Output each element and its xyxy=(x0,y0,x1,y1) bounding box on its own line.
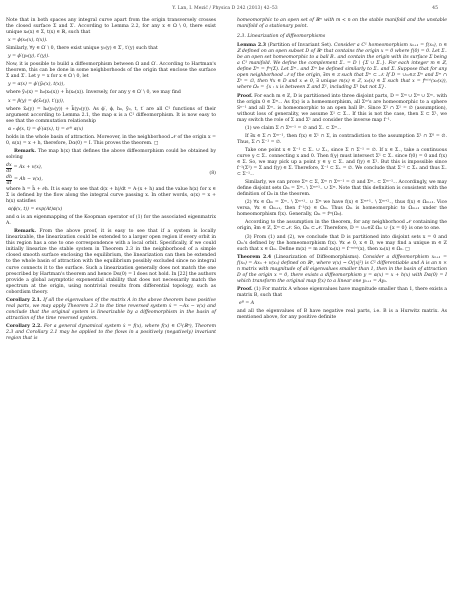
header-citation: Y. Lan, I. Mezić / Physica D 242 (2013) 42–53 xyxy=(172,6,278,11)
proof-step: (3) From (1) and (2), we conclude that D is partitioned into disjoint sets x = 0 and Ωₘ's defined by the homeomorphism f(x). ∀x ≠ 0, x ∈ D, we may find a unique m ∈ ℤ such that x ∈ Ωₘ. Define m(x) = m and x₀(x) = f⁻ᵐ⁽ˣ⁾(x), then x₀(x) ∈ Ω₀. □ xyxy=(237,234,447,252)
paragraph: homeomorphic to an open set of ℝᵐ with m < n on the stable manifold and the unstable manifold of a stationary point. xyxy=(237,18,447,30)
paragraph: where x̃₀(y) = h₀(y₀(y)) + k̃(y₀(y)). As ϕ′, ϕ, h₀, ỹ₀, t, t′ are all C¹ functions of their argument according to Lemma 2.1, the map α is a C¹ diffeomorphism. It is now easy to see that the commutation relationship xyxy=(6,106,216,124)
equation: α(ϕ(x, t)) = exp(At)α(x) xyxy=(8,207,63,213)
corollary-2-2 xyxy=(6,324,216,342)
ode2-denominator: dt xyxy=(6,180,12,186)
lemma-title: (Partition of Invariant Set). xyxy=(267,43,333,49)
lemma-text: Consider a C¹ homeomorphism xₙ₊₁ = f(xₙ), n ∈ ℤ defined on an open subset D of ℝⁿ that contains the origin x = 0 where f(0) = 0. Let Σ₋ be an open set homeomorphic to a ball B₋ and contain the origin with its surface Σ being a C¹ manifold. We define the complement Σ₋ = D \ {Σ ∪ Σ₋}. For each integer m ∈ ℤ, define Σᵐ = fᵐ(Σ). Let Σᵐ₋ and Σᵐ be defined similarly to Σ₋ and Σ. Suppose that for any open neighborhood 𝒩 of the origin, ∃m ∈ ℤ such that Σᵐ ⊂ 𝒩. If D = ∪ₘ∈ℤ Σᵐ and Σᵐ ∩ Σˢ = ∅, then ∀x ∈ D and x ≠ 0, ∃ unique m(x) ∈ ℤ, x₀(x) ∈ Σ such that x = fᵐ⁽ˣ⁾(x₀(x)), where Ω₀ = {x : x is between Σ and Σ¹, including Σ¹ but not Σ}. xyxy=(237,43,448,91)
proof-step: Take one point x ∈ Σ⁻¹ ⊂ Σ₋ ∪ Σ₊, since Σ ∩ Σ⁻¹ = ∅. If x ∈ Σ₋, take a continuous curve γ ⊂ Σ₋ connecting x and 0. Then f(γ) must intersect Σ¹ ⊂ Σ₋ since f(0) = 0 and f(x) ∈ Σ. So, we may pick up a point y ∈ γ ⊂ Σ₋ and f(y) ∈ Σ¹. But this is impossible since f⁻¹(Σ¹) = Σ and f(y) ∈ Σ. Therefore, Σ⁻¹ ⊂ Σ₊ = ∅. We conclude that Σ⁻¹ ⊂ Σ₊ and thus Σ₋ ⊂ Σ⁻¹₋. xyxy=(237,147,447,178)
running-header xyxy=(6,4,444,16)
proof-paragraph xyxy=(237,287,447,299)
corollary-text: If all the eigenvalues of the matrix A in the above theorem have positive real parts, we may apply Theorem 2.3 to the time reversed system ẋ = −Ax − v(x) and conclude that the original system is linearizable by a diffeomorphism in the basin of attraction of the time reversed system. xyxy=(6,297,217,321)
equation: x = ϕ(x₀(x), t(x)). xyxy=(8,38,48,44)
equation-number: (8) xyxy=(209,171,216,177)
proof-label: Proof. xyxy=(237,93,253,99)
theorem-title: (Linearization of Diffeomorphisms). xyxy=(273,254,360,260)
right-column xyxy=(237,18,447,323)
remark-text: From the above proof, it is easy to see that if a system is locally linearizable, the linearization could be extended to a larger open region if every orbit in this region has a one to one correspondence with a local orbit. Specifically, if we could initially linearize the stable system in Theorem 2.3 in the neighborhood of a simple closed smooth surface enclosing the equilibrium, the linearization can then be extended to the whole basin of attraction with the equilibrium possibly excluded since no integral curve connects it to the surface. Such a linearization generally does not match the one prescribed by Hartman's theorem and hence Dα(0) = I does not hold. In [22] the authors provide a global asymptotic exponential stability that does not necessarily match the spectrum at the origin, using nontrivial results from differential topology, such as cobordism theory. xyxy=(6,229,216,295)
paragraph: Now, it is possible to build a diffeomorphism between Ω and Ω′. According to Hartman's theorem, this can be done in some neighborhoods of the origin that enclose the surface Σ and Σ′. Let y = x for x ∈ Ω \ 0, let xyxy=(6,62,216,80)
equation: y = ϕ′(y₀(y), t′(y)). xyxy=(8,54,50,60)
proof-step: If ∃x ∈ Σ ∩ Σᵐ⁻¹, then f(x) ∈ Σ¹ ∩ Σ, in contradiction to the assumption Σ¹ ∩ Σ⁰ = ∅. Thus, Σ ∩ Σ⁻¹ = ∅. xyxy=(237,133,447,145)
proof-step: Similarly, we can prove Σᵐ ⊂ Σ, Σᵐ ∩ Σᵐ⁻¹ = ∅ and Σᵐ₋ ⊂ Σᵐ⁻¹₋. Accordingly, we may define disjoint sets Ωₘ = Σᵐ₋ \ Σᵐ⁺¹₋ ∪ Σᵐ. Note that this definition is consistent with the definition of Ω₀ in the theorem. xyxy=(237,180,447,198)
paragraph: and α is an eigenmapping of the Koopman operator of (1) for the associated eigenmatrix A. xyxy=(6,215,216,227)
proof-text: (1) For matrix A whose eigenvalues have magnitude smaller than 1, there exists a matrix B, such that xyxy=(237,286,447,298)
lemma-2-3 xyxy=(237,43,447,91)
paragraph: holds in the whole basin of attraction. Moreover, in the neighborhood 𝒩 of the origin x = 0, α(x) = x + h, therefore, Dα(0) = I. This proves the theorem. □ xyxy=(6,134,216,146)
remark-label: Remark. xyxy=(14,148,37,154)
corollary-label: Corollary 2.2. xyxy=(6,323,42,329)
theorem-text: Consider a diffeomorphism xₙ₊₁ = f(xₙ) = Axₙ + v(xₙ) defined on ℝⁿ, where v(x) ~ O(|x|²) is C² differentiable and A is an n × n matrix with magnitude of all eigenvalues smaller than 1, then in the basin of attraction D of the origin x = 0, there exists a diffeomorphism y = α(x) = x + h(x) with Dα(0) = I which transform the original map f(x) to a linear one yₙ₊₁ = Ayₙ. xyxy=(237,254,448,284)
equation: α ∘ ϕ(x, t) = ϕ′(α(x), t) = eᴬᵗ α(x) xyxy=(8,126,84,132)
equation: x = β(y) = ϕ(x̃₀(y), t′(y)), xyxy=(8,98,65,104)
paragraph: and all the eigenvalues of B have negative real parts, i.e. B is a Hurwitz matrix. As mentioned above, for any positive definite xyxy=(237,309,447,321)
corollary-2-1 xyxy=(6,298,216,322)
proof-label: Proof. xyxy=(237,286,253,292)
ode1-rhs: = Ax + v(x), xyxy=(13,165,43,171)
paragraph: Similarly, ∀y ∈ Ω′ \ 0, there exist unique y₀(y) ∈ Σ′, t′(y) such that xyxy=(6,46,158,52)
page-number: 45 xyxy=(432,6,438,11)
proof-paragraph xyxy=(237,94,447,124)
equation: eᴮ = A xyxy=(239,300,255,306)
lemma-label: Lemma 2.3 xyxy=(237,43,266,49)
equation-system-8 xyxy=(6,163,216,186)
theorem-2-4 xyxy=(237,255,447,285)
corollary-text: For a general dynamical system ẋ = f(x), where f(x) ∈ C²(ℝⁿ), Theorem 2.3 and Corollary 2.1 may be applied to the flows in a positively (negatively) invariant region that is xyxy=(6,323,216,342)
theorem-label: Theorem 2.4 xyxy=(237,254,272,260)
remark-paragraph xyxy=(6,149,216,161)
equation: y = α(x) = ϕ′(ỹ₀(x), t(x)), xyxy=(8,82,65,88)
remark-paragraph xyxy=(6,229,216,296)
paragraph: Note that in both spaces any integral curve apart from the origin transversely crosses the closed surface Σ and Σ′. According to Lemma 2.2, for any x ∈ Ω \ 0, there exist unique x₀(x) ∈ Σ, t(x) ∈ ℝ, such that xyxy=(6,18,216,36)
paragraph: where ỹ₀(x) = h₀(x₀(x)) + h̃(x₀(x)). Inversely, for any y ∈ Ω′ \ 0, we may find xyxy=(6,90,181,96)
ode1-numerator: dx xyxy=(6,162,12,168)
corollary-label: Corollary 2.1. xyxy=(6,297,42,303)
remark-text: The map h(x) that defines the above diffeomorphism could be obtained by solving xyxy=(6,148,216,160)
section-heading: 2.3. Linearization of diffeomorphisms xyxy=(237,34,326,40)
paragraph: where h = h̃ + ∂h. It is easy to see that d(x + h)/dt = A·(x + h) and the value h(x) for x ∈ Σ is defined by the flow along the integral curve passing x. In other words, α(x) = x + h(x) satisfies xyxy=(6,186,216,205)
proof-step: According to the assumption in the theorem, for any neighborhood 𝒩 containing the origin, ∃m ∈ ℤ, Σᵐ ⊂ 𝒩. So, Ωₘ ⊂ 𝒩. Therefore, D = ∪ₘ∈ℤ Ωₘ ∪ {x = 0} is one to one. xyxy=(237,220,447,232)
ode2-rhs: = Ah − v(x), xyxy=(13,177,43,183)
proof-text: For each m ∈ ℤ, D is partitioned into three disjoint parts, D = Σᵐ ∪ Σᵐ ∪ Σᵐ₋ with the origin 0 ∈ Σᵐ₋. As f(x) is a homeomorphism, all Σᵐ's are homeomorphic to a sphere Sⁿ⁻¹ and all Σᵐ₋ is homeomorphic to an open ball Bⁿ. Since Σ¹ ∩ Σ¹ = ∅ (assumption), without loss of generality, we assume Σ¹ ⊂ Σ₋. If this is not the case, then Σ ⊂ Σ¹, we may switch the role of Σ and Σ¹ and consider the inverse map f⁻¹. xyxy=(237,93,447,123)
remark-label: Remark. xyxy=(14,229,37,235)
left-column xyxy=(6,18,216,344)
ode-system xyxy=(6,163,43,186)
proof-step: (2) ∀x ∈ Ωₘ = Σᵐ₋ \ Σᵐ⁺¹₋ ∪ Σᵐ we have f(x) ∈ Σᵐ⁺¹₋ \ Σᵐ⁺²₋, thus f(x) ∈ Ωₘ₊₁. Vice versa, ∀x ∈ Ωₘ₊₁, then f⁻¹(x) ∈ Ωₘ. Thus Ωₘ is homeomorphic to Ωₘ₊₁ under the homeomorphism f(x). Generally, Ωₘ = fᵐ(Ω₀). xyxy=(237,200,447,218)
ode1-denominator: dt xyxy=(6,168,12,174)
proof-step: (1) we claim Σ ∩ Σᵐ⁻¹ = ∅ and Σ₋ ⊂ Σᵐ₋. xyxy=(245,125,342,131)
ode2-numerator: dh xyxy=(6,174,12,180)
